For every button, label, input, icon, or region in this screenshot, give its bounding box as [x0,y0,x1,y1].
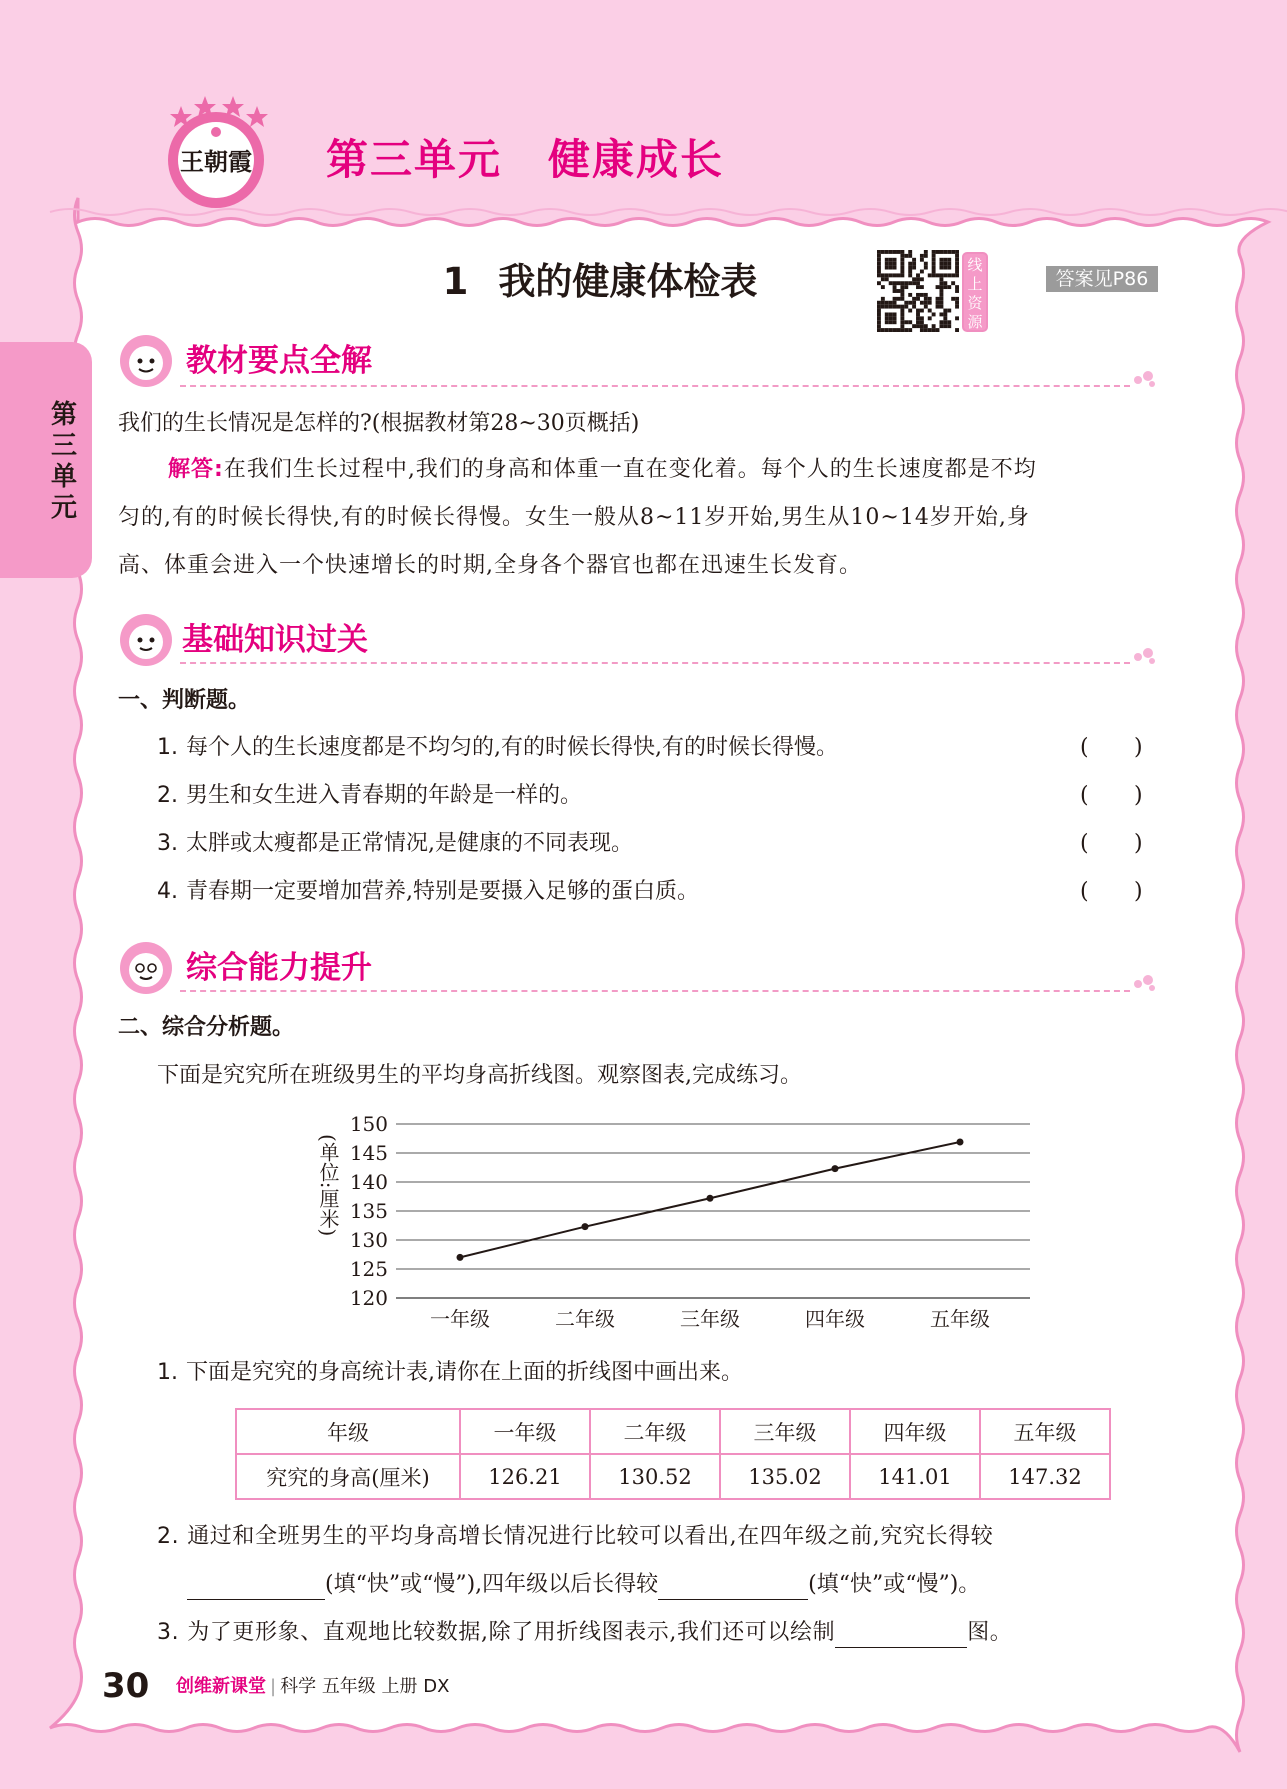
x-tick-label: 二年级 [555,1307,615,1331]
logo-text: 王朝霞 [180,147,252,176]
unit-label: 第三单元 [326,135,503,184]
part-two-title: 二、综合分析题。 [118,1015,295,1040]
question-1-text: 下面是究究的身高统计表,请你在上面的折线图中画出来。 [186,1360,743,1385]
answer-blank-after-grade4[interactable] [658,1573,808,1600]
footer-brand: 创维新课堂 [176,1676,266,1697]
question-2-hint-1: (填“快”或“慢”),四年级以后长得较 [325,1572,659,1597]
table-row-height [236,1454,1110,1499]
y-tick-label: 150 [349,1112,388,1136]
data-point [457,1254,464,1261]
online-resource-tag: 线上资源 [962,252,988,332]
dots-ornament-icon [1132,368,1158,388]
table-row-label: 究究的身高(厘米) [236,1454,460,1499]
table-cell-height: 135.02 [720,1454,850,1499]
question-number: 3. [157,831,178,856]
answer-paragraph [118,446,1158,590]
data-point [582,1223,589,1230]
question-text: 青春期一定要增加营养,特别是要摄入足够的蛋白质。 [186,879,699,904]
height-table [235,1408,1111,1500]
footer-info [176,1674,449,1700]
question-text: 太胖或太瘦都是正常情况,是健康的不同表现。 [186,831,633,856]
table-cell-grade: 三年级 [720,1409,850,1454]
bracket-close: ) [1134,783,1143,808]
section-divider [180,385,1130,387]
side-tab-text: 第三单元 [50,400,77,523]
y-tick-label: 145 [349,1141,388,1165]
lesson-number: 1 [442,260,469,303]
section-title-key-points: 教材要点全解 [186,343,372,379]
question-3 [157,1618,1012,1648]
cartoon-girl-glasses-icon [118,940,174,996]
brand-logo [156,92,276,212]
y-tick-label: 120 [349,1286,388,1310]
question-1 [157,1358,743,1388]
table-cell-height: 141.01 [850,1454,980,1499]
data-point [832,1165,839,1172]
footer-subject: 科学 [280,1676,317,1697]
answer-line-3: 高、体重会进入一个快速增长的时期,全身各个器官也都在迅速生长发育。 [118,553,862,578]
table-cell-height: 130.52 [590,1454,720,1499]
answer-bracket[interactable] [1080,829,1143,859]
question-2-hint-2: (填“快”或“慢”)。 [808,1572,981,1597]
question-text: 男生和女生进入青春期的年龄是一样的。 [186,783,583,808]
data-point [957,1138,964,1145]
table-cell-grade: 一年级 [460,1409,590,1454]
data-point [707,1195,714,1202]
table-row-grade [236,1409,1110,1454]
question-number: 4. [157,879,178,904]
question-2-number: 2. [157,1524,180,1549]
chart-intro: 下面是究究所在班级男生的平均身高折线图。观察图表,完成练习。 [157,1063,802,1088]
question-3-number: 3. [157,1620,180,1645]
table-cell-grade: 二年级 [590,1409,720,1454]
bracket-open: ( [1080,783,1089,808]
lesson-title [300,255,900,309]
x-tick-label: 五年级 [930,1307,990,1331]
bracket-close: ) [1134,879,1143,904]
answer-bracket[interactable] [1080,877,1143,907]
y-axis-label: (单位:厘米) [316,1134,340,1237]
question-number: 2. [157,783,178,808]
footer-edition: DX [423,1676,450,1697]
height-line-chart [300,1100,1040,1340]
x-tick-label: 四年级 [805,1307,865,1331]
table-header-label: 年级 [236,1409,460,1454]
question-3-text: 为了更形象、直观地比较数据,除了用折线图表示,我们还可以绘制 [187,1620,836,1645]
bracket-close: ) [1134,735,1143,760]
answer-bracket[interactable] [1080,781,1143,811]
unit-title [326,130,724,190]
y-tick-label: 125 [349,1257,388,1281]
question-2-line-2 [187,1570,980,1600]
qr-code-icon[interactable] [877,250,959,332]
judgement-question [157,829,633,859]
cartoon-girl-icon [118,333,174,389]
answer-label: 解答: [168,457,224,482]
dots-ornament-icon [1132,645,1158,665]
question-2-line-1: 通过和全班男生的平均身高增长情况进行比较可以看出,在四年级之前,究究长得较 [187,1524,994,1549]
question-2 [157,1522,993,1552]
question-number: 1. [157,735,178,760]
answer-line-2: 匀的,有的时候长得快,有的时候长得慢。女生一般从8~11岁开始,男生从10~14岁开始,身 [118,505,1030,530]
section-divider [180,990,1130,992]
cartoon-boy-icon [118,612,174,668]
bracket-close: ) [1134,831,1143,856]
bracket-open: ( [1080,879,1089,904]
x-tick-label: 三年级 [680,1307,740,1331]
answer-blank-chart-type[interactable] [835,1621,967,1648]
answer-line-1: 在我们生长过程中,我们的身高和体重一直在变化着。每个人的生长速度都是不均 [223,457,1037,482]
footer-grade: 五年级 [321,1676,376,1697]
section-divider [180,662,1130,664]
answer-reference-badge: 答案见P86 [1046,266,1158,292]
x-tick-label: 一年级 [430,1307,490,1331]
judgement-question [157,781,582,811]
table-cell-height: 147.32 [980,1454,1110,1499]
y-tick-label: 140 [349,1170,388,1194]
section-title-basics: 基础知识过关 [182,622,368,658]
bracket-open: ( [1080,735,1089,760]
answer-bracket[interactable] [1080,733,1143,763]
judgement-question [157,733,838,763]
y-tick-label: 135 [349,1199,388,1223]
table-cell-grade: 五年级 [980,1409,1110,1454]
table-cell-height: 126.21 [460,1454,590,1499]
unit-name: 健康成长 [548,135,725,184]
y-tick-label: 130 [349,1228,388,1252]
table-cell-grade: 四年级 [850,1409,980,1454]
answer-blank-before-grade4[interactable] [187,1573,325,1600]
footer-volume: 上册 [381,1676,418,1697]
judgement-question [157,877,699,907]
question-text: 每个人的生长速度都是不均匀的,有的时候长得快,有的时候长得慢。 [186,735,838,760]
bracket-open: ( [1080,831,1089,856]
key-question: 我们的生长情况是怎样的?(根据教材第28~30页概括) [118,411,640,436]
page-number: 30 [102,1666,150,1706]
question-3-suffix: 图。 [967,1620,1013,1645]
footer-separator: | [270,1676,277,1697]
lesson-name: 我的健康体检表 [498,260,758,303]
question-1-number: 1. [157,1360,178,1385]
part-one-title: 一、判断题。 [118,688,251,713]
dots-ornament-icon [1132,972,1158,992]
section-title-advanced: 综合能力提升 [186,950,372,986]
